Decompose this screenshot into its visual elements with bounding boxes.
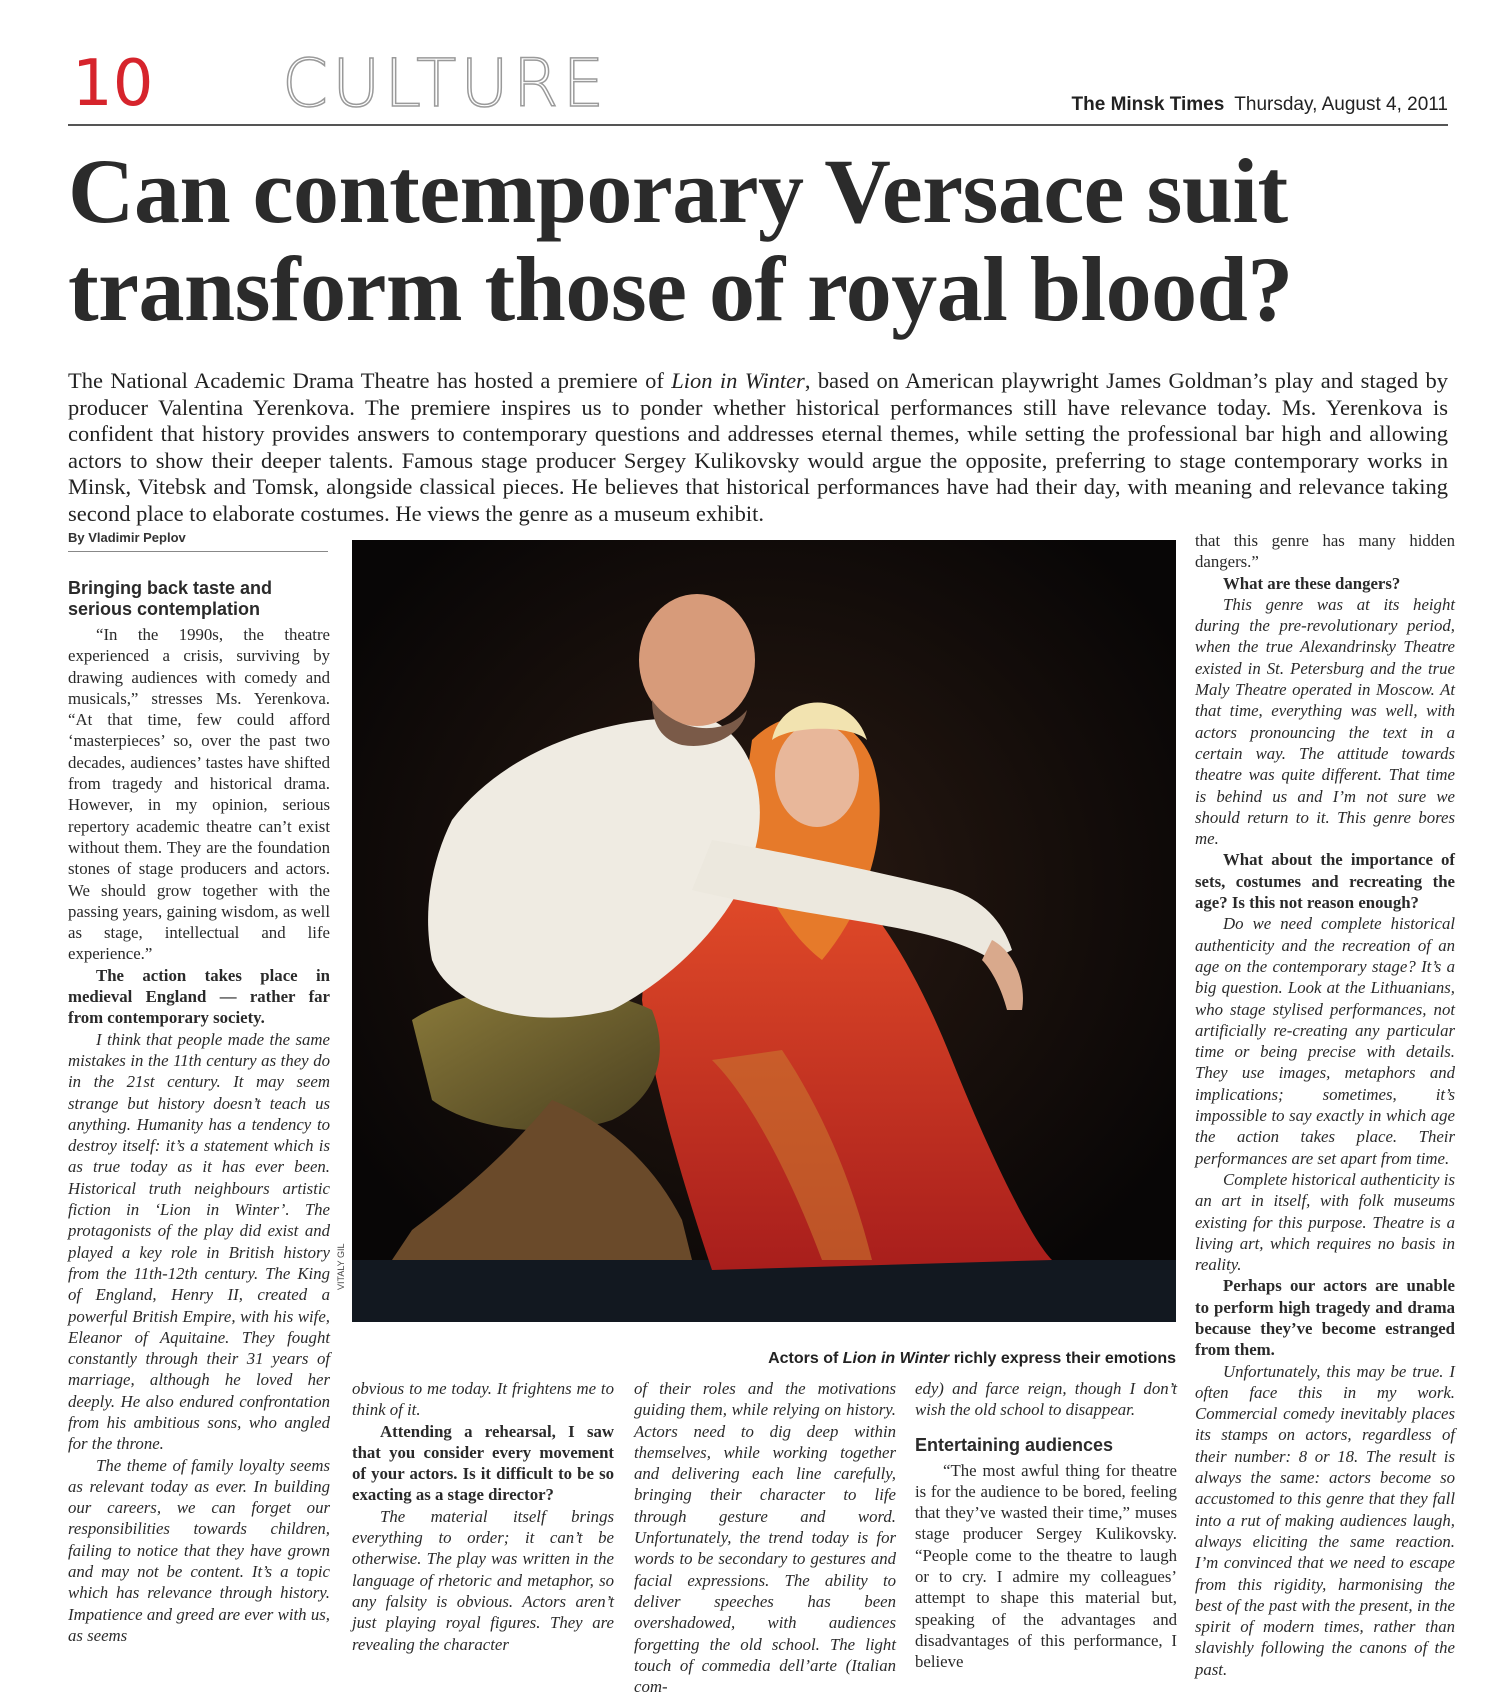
paragraph: The theme of family loyalty seems as relevant today as ever. In building our careers, we can forget our responsibilities towards children, failing to notice that they have grown and may not be content. It’s a topic which has relevance through history. Impatience and greed are ever with us, as seems <box>68 1455 330 1645</box>
article-photo <box>352 540 1176 1322</box>
paragraph: edy) and farce reign, though I don’t wish the old school to disappear. <box>915 1379 1177 1420</box>
masthead <box>68 44 1448 126</box>
paragraph: “The most awful thing for theatre is for the audience to be bored, feeling that they’ve wasted their time,” muses stage producer Sergey Kulikovsky. “People come to the theatre to laugh or to cry. I admire my colleagues’ attempt to shape this material but, speaking of the advantages and disadvantages of this performance, I believe <box>915 1460 1177 1672</box>
standfirst <box>68 368 1448 527</box>
page-number: 10 <box>72 47 154 121</box>
caption-pre: Actors of <box>768 1350 843 1367</box>
photo-credit: VITALY GIL <box>336 1243 346 1290</box>
caption-title: Lion in Winter <box>842 1350 950 1367</box>
paragraph: This genre was at its height during the pre-revolutionary period, when the true Alexandrinsky Theatre existed in St. Petersburg and the true Maly Theatre operated in Moscow. At that time, everything was well, with actors pronouncing the text in a certain way. The attitude towards theatre was quite different. That time is behind us and I’m not sure we should return to it. This genre bores me. <box>1195 594 1455 849</box>
photo-caption <box>352 1350 1176 1368</box>
paragraph: “In the 1990s, the theatre experienced a crisis, surviving by drawing audiences with comedy and musicals,” stresses Ms. Yerenkova. “At that time, few could afford ‘masterpieces’ so, over the past two decades, audiences’ tastes have shifted from tragedy and historical drama. However, in my opinion, serious repertory academic theatre can’t exist without them. They are the foundation stones of stage producers and actors. We should grow together with the passing years, gaining wisdom, as well as stage, intellectual and life experience.” <box>68 625 330 964</box>
article-column-5 <box>1195 530 1455 1680</box>
paragraph: The material itself brings everything to order; it can’t be otherwise. The play was written in the language of rhetoric and metaphor, so any falsity is obvious. Actors aren’t just playing royal figures. They are revealing the character <box>352 1506 614 1654</box>
article-column-2 <box>352 1378 614 1655</box>
headline: Can contemporary Versace suit transform those of royal blood? <box>68 140 1293 340</box>
paragraph: Unfortunately, this may be true. I often face this in my work. Commercial comedy inevitably places its stamps on actors, regardless of their number: 8 or 18. The result is always the same: actors become so accustomed to this genre that they fall into a rut of making audiences laugh, always eliciting the same reaction. I’m convinced that we need to escape from this rigidity, harmonising the best of the past with the present, in the spirit of modern times, rather than slavishly following the canons of the past. <box>1195 1361 1455 1679</box>
paragraph: obvious to me today. It frightens me to think of it. <box>352 1379 614 1420</box>
article-column-1 <box>68 572 330 1646</box>
paragraph: Complete historical authenticity is an art in itself, with folk museums existing for this purpose. Theatre is a living art, which requires no basis in reality. <box>1195 1169 1455 1275</box>
byline: By Vladimir Peplov <box>68 530 328 552</box>
interview-question: Attending a rehearsal, I saw that you consider every movement of your actors. Is it difficult to be so exacting as a stage director? <box>352 1421 614 1505</box>
subhead-bringing-back: Bringing back taste and serious contemplation <box>68 578 273 619</box>
publication-info <box>1072 94 1448 116</box>
standfirst-title: Lion in Winter <box>671 368 805 393</box>
paragraph: Do we need complete historical authenticity and the recreation of an age on the contemporary stage? It’s a big question. Look at the Lithuanians, who stage stylised performances, not artificially re-creating any particular time or being precise with details. They use images, metaphors and implications; sometimes, it’s impossible to say exactly in which age the action takes place. Their performances are set apart from time. <box>1195 914 1455 1168</box>
interview-question: The action takes place in medieval England — rather far from contemporary society. <box>68 965 330 1028</box>
publication-date: Thursday, August 4, 2011 <box>1234 94 1448 115</box>
photo-illustration <box>352 540 1176 1322</box>
publication-name: The Minsk Times <box>1071 94 1225 115</box>
article-column-3 <box>634 1378 896 1697</box>
interview-question: What are these dangers? <box>1223 573 1401 593</box>
paragraph: I think that people made the same mistakes in the 11th century as they do in the 21st century. It may seem strange but history doesn’t teach us anything. Humanity has a tendency to destroy itself: it’s a statement which is as true today as it has ever been. Historical truth neighbours artistic fiction in ‘Lion in Winter’. The protagonists of the play did exist and played a key role in British history from the 11th-12th century. The King of England, Henry II, created a powerful British Empire, with his wife, Eleanor of Aquitaine. They fought constantly through their 31 years of marriage, although he loved her deeply. He also endured confrontation from his ambitious sons, who angled for the throne. <box>68 1029 330 1454</box>
interview-question: What about the importance of sets, costumes and recreating the age? Is this not reason enough? <box>1195 850 1455 913</box>
paragraph: that this genre has many hidden dangers.” <box>1195 531 1455 572</box>
interview-question: Perhaps our actors are unable to perform high tragedy and drama because they’ve become estranged from them. <box>1195 1276 1455 1360</box>
standfirst-post: , based on American playwright James Goldman’s play and staged by producer Valentina Yerenkova. The premiere inspires us to ponder whether historical performances still have relevance today. Ms. Yerenkova is confident that history provides answers to contemporary questions and addresses eternal themes, while setting the professional bar high and allowing actors to show their deeper talents. Famous stage producer Sergey Kulikovsky would argue the opposite, preferring to stage contemporary works in Minsk, Vitebsk and Tomsk, alongside classical pieces. He believes that historical performances have had their day, with meaning and relevance taking second place to elaborate costumes. He views the genre as a museum exhibit. <box>68 368 1448 526</box>
standfirst-pre: The National Academic Drama Theatre has hosted a premiere of <box>68 368 672 393</box>
paragraph: of their roles and the motivations guiding them, while relying on history. Actors need to dig deep within themselves, while working together and delivering each line carefully, bringing their character to life through gesture and word. Unfortunately, the trend today is for words to be secondary to gestures and facial expressions. The ability to deliver speeches has been overshadowed, with audiences forgetting the old school. The light touch of commedia dell’arte (Italian com- <box>634 1379 896 1697</box>
section-title: CULTURE <box>282 45 609 122</box>
caption-post: richly express their emotions <box>949 1350 1176 1367</box>
subhead-entertaining: Entertaining audiences <box>915 1434 1114 1455</box>
article-column-4 <box>915 1378 1177 1673</box>
